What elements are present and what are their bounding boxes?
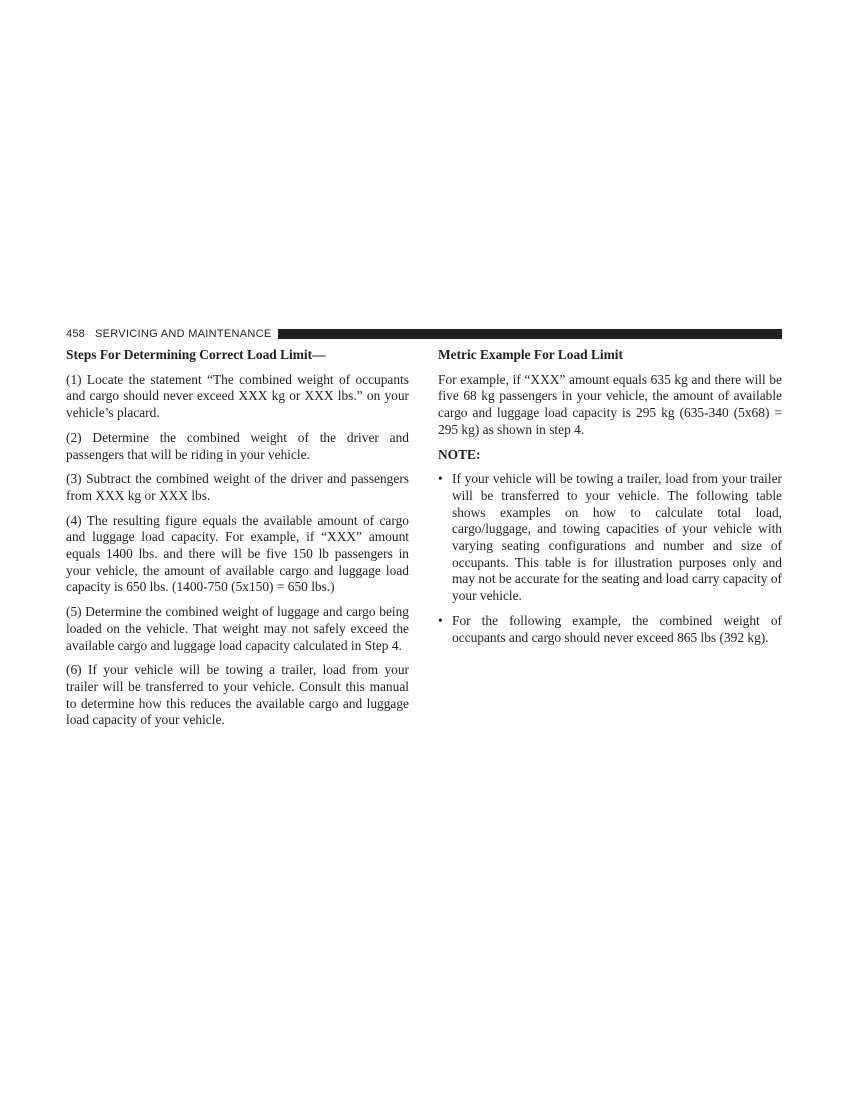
left-column (66, 347, 409, 737)
page-header (66, 327, 782, 341)
list-item (438, 471, 782, 605)
header-rule-bar (278, 329, 782, 339)
bullet-text: If your vehicle will be towing a trailer, load from your trailer will be transferred to your vehicle. The following table shows examples on how to calculate total load, cargo/luggage, and towing capacities of your vehicle with varying seating configurations and number and size of occupants. This table is for illustration purposes only and may not be accurate for the seating and load carry capacity of your vehicle. (452, 471, 782, 604)
right-column (438, 347, 782, 654)
note-label: NOTE: (438, 446, 481, 462)
right-column-heading: Metric Example For Load Limit (438, 347, 623, 362)
step-4-paragraph: (4) The resulting figure equals the available amount of cargo and luggage load capacity. For example, if “XXX” amount equals 1400 lbs. and there will be five 150 lb passengers in your vehicle, the amount of available cargo and luggage load capacity is 650 lbs. (1400-750 (5x150) = 650 lbs.) (66, 512, 409, 595)
step-3-paragraph: (3) Subtract the combined weight of the driver and passengers from XXX kg or XXX lbs. (66, 471, 409, 503)
list-item (438, 613, 782, 646)
bullet-icon: • (438, 612, 443, 628)
section-title: SERVICING AND MAINTENANCE (94, 328, 272, 340)
bullet-icon: • (438, 471, 443, 487)
left-column-heading: Steps For Determining Correct Load Limit— (66, 347, 326, 362)
page-number: 458 (66, 328, 85, 340)
note-bullet-list (438, 471, 782, 646)
step-1-paragraph: (1) Locate the statement “The combined weight of occupants and cargo should never exceed XXX kg or XXX lbs.” on your vehicle’s placard. (66, 371, 409, 421)
step-6-paragraph: (6) If your vehicle will be towing a trailer, load from your trailer will be transferred to your vehicle. Consult this manual to determine how this reduces the available cargo and luggage load capacity of your vehicle. (66, 662, 409, 728)
bullet-text: For the following example, the combined weight of occupants and cargo should never exceed 865 lbs (392 kg). (452, 612, 782, 645)
step-5-paragraph: (5) Determine the combined weight of luggage and cargo being loaded on the vehicle. That weight may not safely exceed the available cargo and luggage load capacity calculated in Step 4. (66, 604, 409, 653)
step-2-paragraph: (2) Determine the combined weight of the driver and passengers that will be riding in your vehicle. (66, 429, 409, 462)
metric-example-paragraph: For example, if “XXX” amount equals 635 kg and there will be five 68 kg passengers in your vehicle, the amount of available cargo and luggage load capacity is 295 kg (635-340 (5x68) = 295 kg) as shown in step 4. (438, 371, 782, 437)
